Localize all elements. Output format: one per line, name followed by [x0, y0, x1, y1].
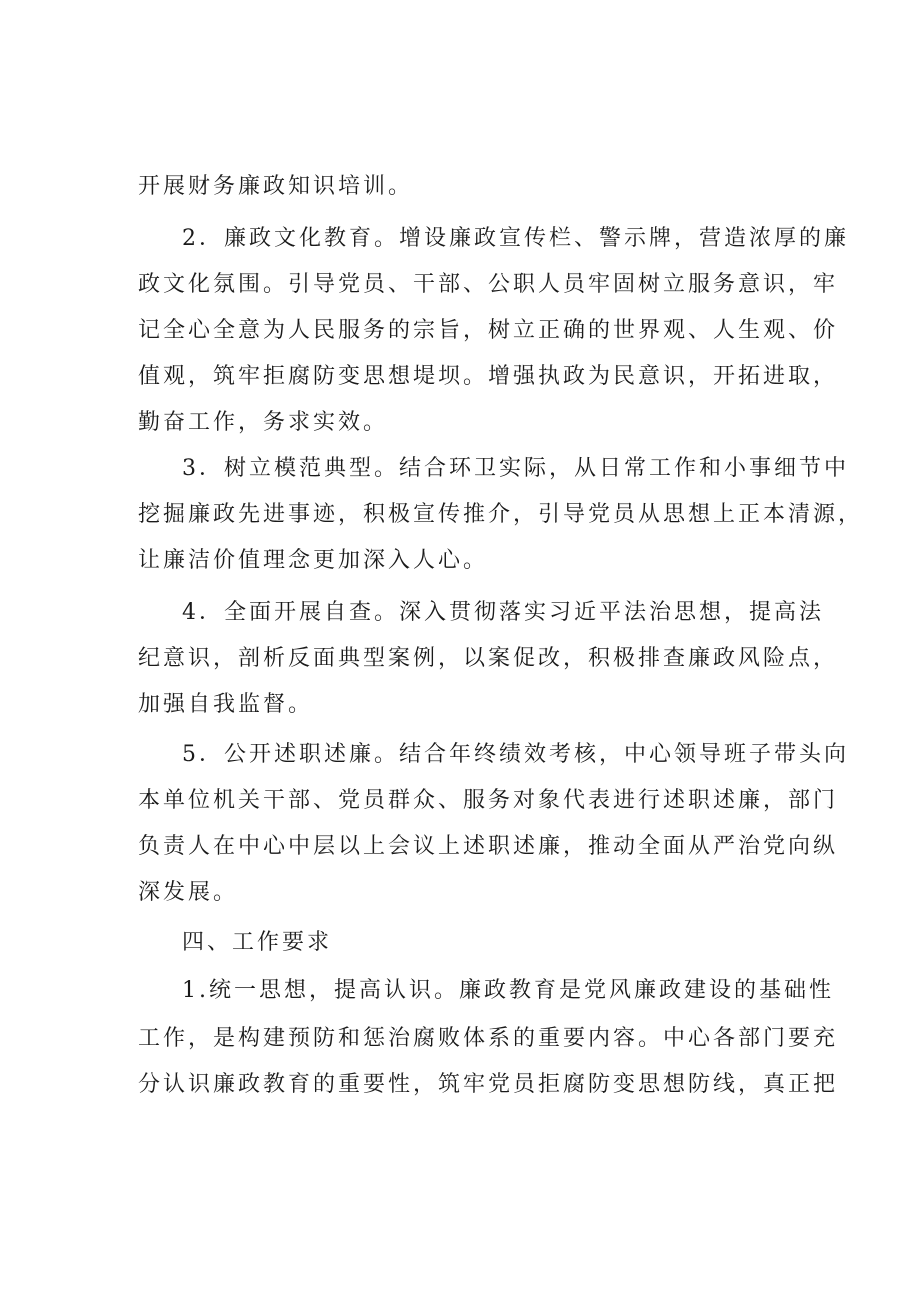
- text-line: 让廉洁价值理念更加深入人心。: [138, 548, 489, 573]
- text-line: 纪意识，剖析反面典型案例，以案促改，积极排查廉政风险点，: [138, 646, 839, 671]
- item-3-first-line: 3．树立模范典型。结合环卫实际，从日常工作和小事细节中: [182, 456, 849, 481]
- text-line: 挖掘廉政先进事迹，积极宣传推介，引导党员从思想上正本清源，: [138, 502, 864, 527]
- text-line: 深发展。: [138, 880, 239, 905]
- text-line: 政文化氛围。引导党员、干部、公职人员牢固树立服务意识，牢: [138, 272, 839, 297]
- section-heading: 四、工作要求: [182, 930, 333, 955]
- text-line: 勤奋工作，务求实效。: [138, 410, 389, 435]
- text-line: 本单位机关干部、党员群众、服务对象代表进行述职述廉，部门: [138, 788, 839, 813]
- requirement-1-first-line: 1.统一思想，提高认识。廉政教育是党风廉政建设的基础性: [182, 978, 834, 1003]
- text-line: 记全心全意为人民服务的宗旨，树立正确的世界观、人生观、价: [138, 318, 839, 343]
- text-line: 负责人在中心中层以上会议上述职述廉，推动全面从严治党向纵: [138, 834, 839, 859]
- text-line: 分认识廉政教育的重要性，筑牢党员拒腐防变思想防线，真正把: [138, 1072, 839, 1097]
- text-line: 加强自我监督。: [138, 692, 314, 717]
- item-5-first-line: 5．公开述职述廉。结合年终绩效考核，中心领导班子带头向: [182, 742, 849, 767]
- item-4-first-line: 4．全面开展自查。深入贯彻落实习近平法治思想，提高法: [182, 600, 824, 625]
- item-2-first-line: 2．廉政文化教育。增设廉政宣传栏、警示牌，营造浓厚的廉: [182, 226, 849, 251]
- text-line: 开展财务廉政知识培训。: [138, 174, 414, 199]
- text-line: 值观，筑牢拒腐防变思想堤坝。增强执政为民意识，开拓进取，: [138, 364, 839, 389]
- text-line: 工作，是构建预防和惩治腐败体系的重要内容。中心各部门要充: [138, 1026, 839, 1051]
